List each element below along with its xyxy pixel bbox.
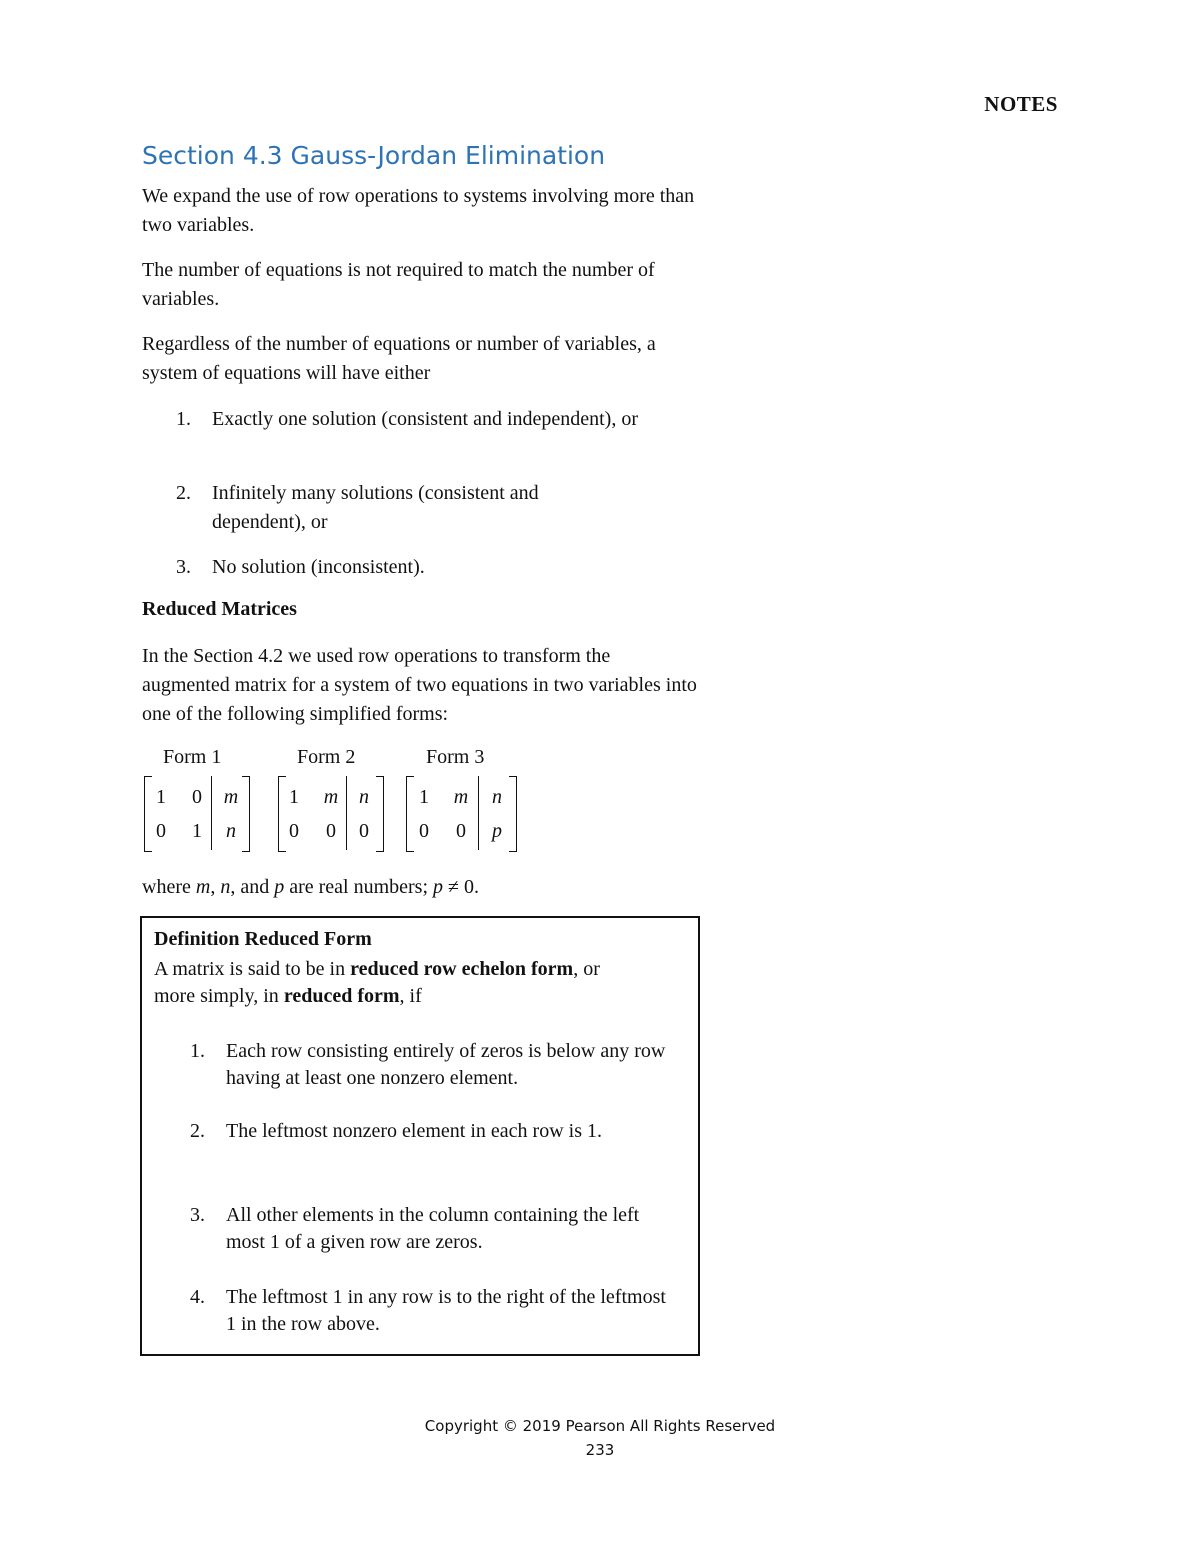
- matrix-cell: 1: [156, 786, 166, 808]
- definition-intro: A matrix is said to be in reduced row echelon form, or more simply, in reduced form, if: [154, 958, 600, 1007]
- copyright-text: Copyright © 2019 Pearson All Rights Reserved: [424, 1417, 776, 1435]
- form-3-matrix: [406, 776, 521, 852]
- list-item-text: Exactly one solution (consistent and independent), or: [212, 408, 639, 430]
- definition-item-text: The leftmost 1 in any row is to the right of the leftmost 1 in the row above.: [226, 1286, 666, 1335]
- form-1-matrix: [144, 776, 254, 852]
- form-2-matrix: [278, 776, 388, 852]
- matrix-cell: 0: [456, 820, 466, 842]
- definition-item-number: 3.: [190, 1204, 205, 1226]
- where-line: where m, n, and p are real numbers; p ≠ 0.: [142, 876, 480, 898]
- intro-paragraph-3: Regardless of the number of equations or number of variables, a system of equations will have either: [142, 333, 656, 384]
- reduced-paragraph: In the Section 4.2 we used row operations to transform the augmented matrix for a system of two equations in two variables into one of the following simplified forms:: [142, 645, 697, 725]
- definition-item-text: Each row consisting entirely of zeros is below any row having at least one nonzero element.: [226, 1040, 666, 1089]
- matrix-cell: n: [359, 786, 369, 808]
- matrix-cell: n: [226, 820, 236, 842]
- definition-item-number: 2.: [190, 1120, 205, 1142]
- list-item-number: 2.: [176, 482, 191, 504]
- page-number: 233: [585, 1441, 615, 1459]
- matrix-cell: 0: [359, 820, 369, 842]
- matrix-cell: m: [323, 786, 339, 808]
- list-item-text: No solution (inconsistent).: [212, 556, 425, 578]
- list-item-number: 1.: [176, 408, 191, 430]
- definition-item-number: 4.: [190, 1286, 205, 1308]
- form-2-label: Form 2: [297, 746, 356, 768]
- notes-label: NOTES: [984, 92, 1058, 116]
- intro-paragraph-2: The number of equations is not required to match the number of variables.: [142, 259, 655, 310]
- definition-item-text: The leftmost nonzero element in each row is 1.: [226, 1120, 602, 1142]
- matrix-cell: m: [453, 786, 469, 808]
- section-title: Section 4.3 Gauss-Jordan Elimination: [142, 141, 606, 170]
- list-item-text: Infinitely many solutions (consistent and dependent), or: [212, 482, 539, 533]
- matrix-cell: 0: [156, 820, 166, 842]
- matrix-cell: p: [492, 820, 502, 842]
- matrix-cell: m: [223, 786, 239, 808]
- matrix-cell: 0: [192, 786, 202, 808]
- definition-title: Definition Reduced Form: [154, 928, 372, 950]
- matrix-cell: 1: [192, 820, 202, 842]
- definition-item-number: 1.: [190, 1040, 205, 1062]
- matrix-cell: 1: [289, 786, 299, 808]
- matrix-cell: 0: [326, 820, 336, 842]
- form-3-label: Form 3: [426, 746, 485, 768]
- intro-paragraph-1: We expand the use of row operations to systems involving more than two variables.: [142, 185, 695, 236]
- form-1-label: Form 1: [163, 746, 222, 768]
- definition-item-text: All other elements in the column containing the left most 1 of a given row are zeros.: [226, 1204, 640, 1253]
- matrix-cell: 1: [419, 786, 429, 808]
- matrix-cell: n: [492, 786, 502, 808]
- list-item-number: 3.: [176, 556, 191, 578]
- matrix-cell: 0: [419, 820, 429, 842]
- reduced-matrices-heading: Reduced Matrices: [142, 598, 297, 620]
- definition-box: [140, 916, 700, 1356]
- matrix-cell: 0: [289, 820, 299, 842]
